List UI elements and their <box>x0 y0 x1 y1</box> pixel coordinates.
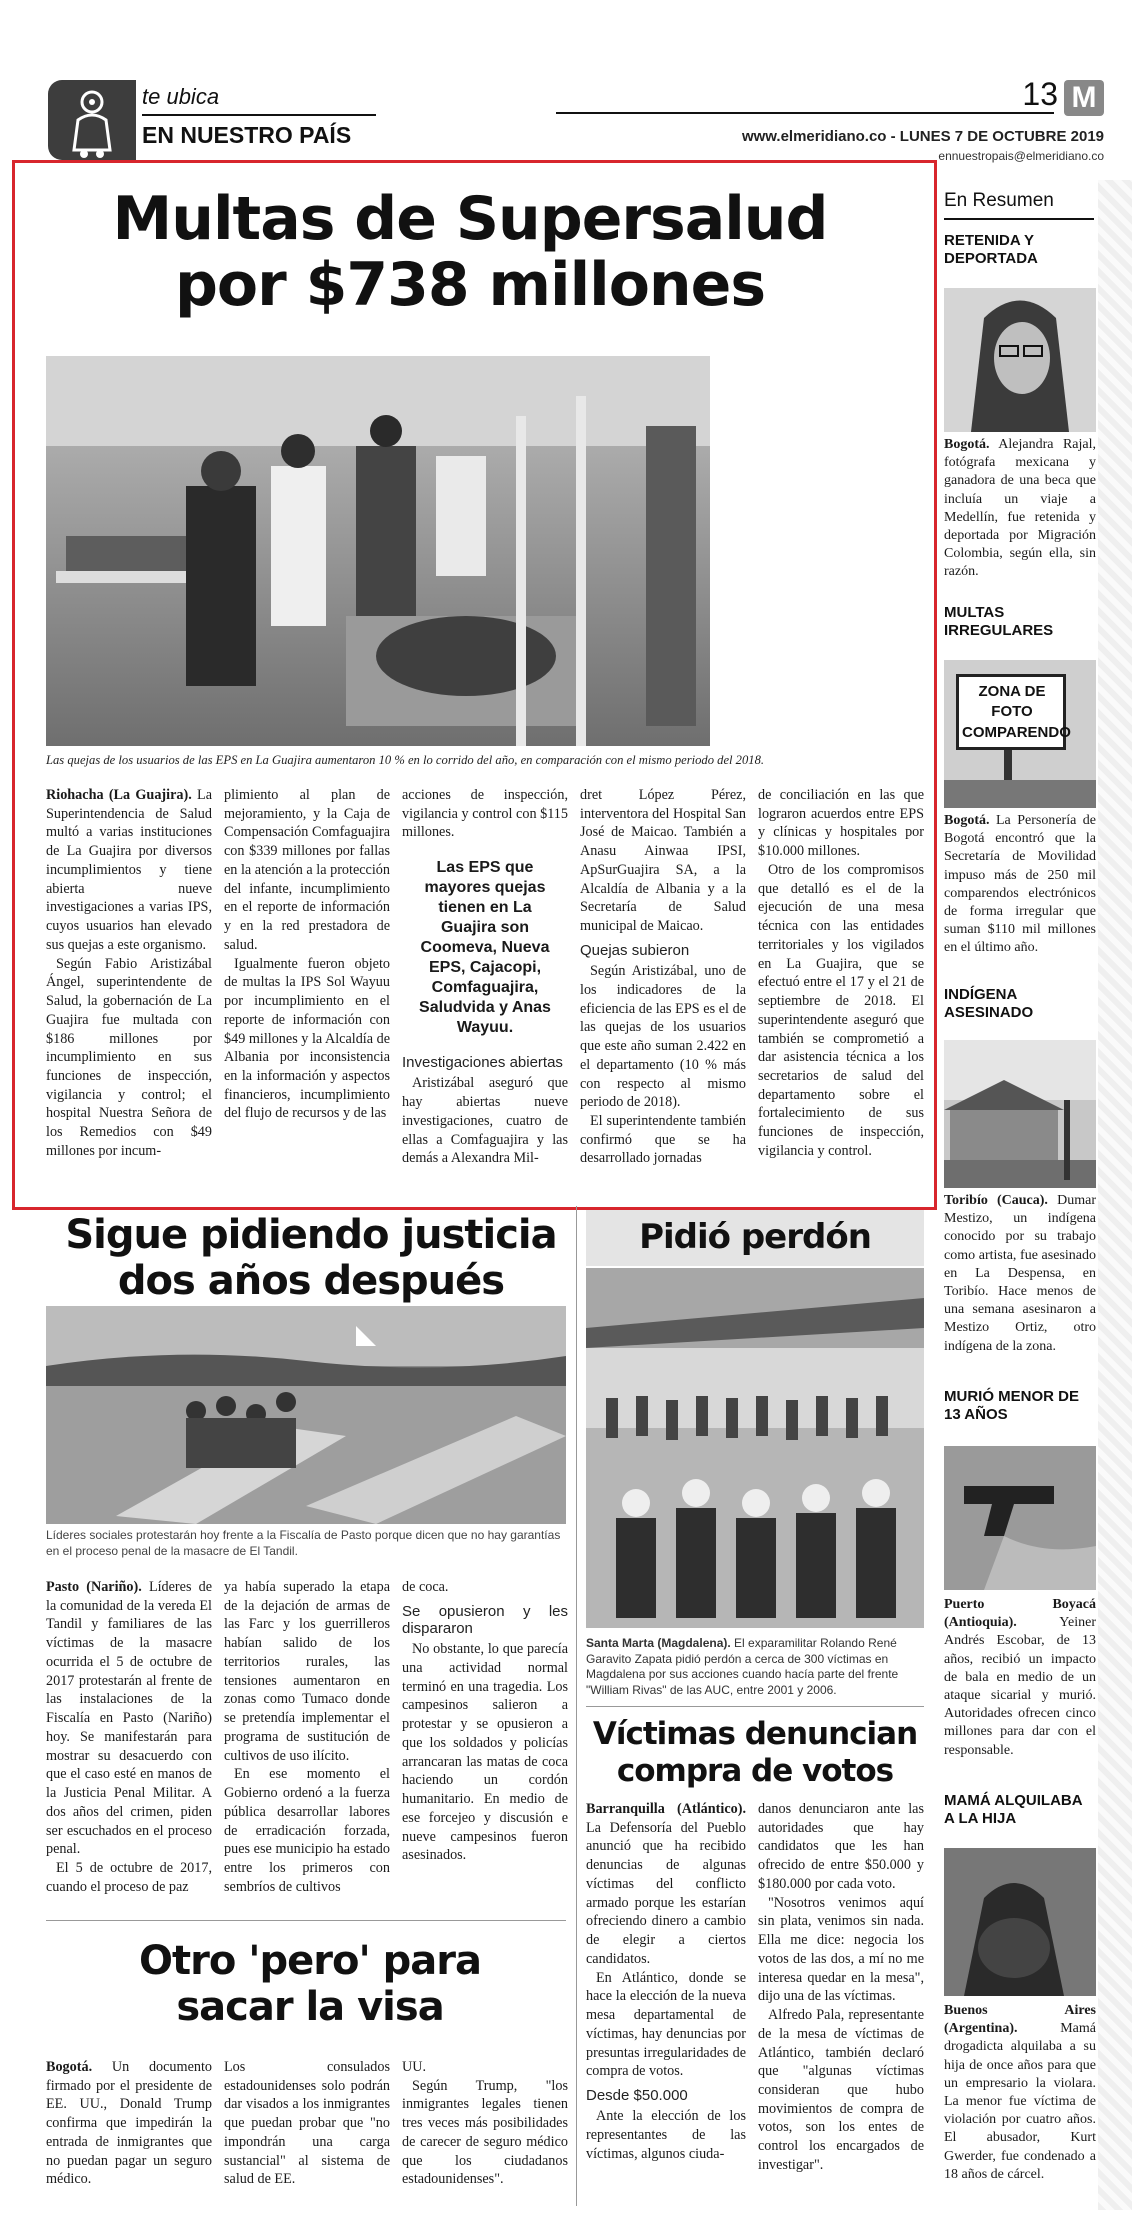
subhead-quejas: Quejas subieron <box>580 941 690 959</box>
sidebar-item-2-title: MULTAS IRREGULARES <box>944 604 1054 639</box>
sidebar-item-2-text: Bogotá. La Personería de Bogotá encontró que la Secretaría de Movilidad impuso más de 250 mil comparendos electrónicos de forma irregular que suman $110 mil millones en el último año. <box>944 813 1097 956</box>
story2-photo <box>46 1306 566 1524</box>
main-col-1: Riohacha (La Guajira). La Superintendencia de Salud multó a varias instituciones de La Guajira por diversos incumplimientos y tiene abierta nueve investigaciones a varias IPS, cuyos usuarios han elevado sus quejas a este organismo. Según Fabio Aristizábal Ángel, superintendente de Salud, la gobernación de La Guajira fue multada con $186 millones por incumplimiento en sus funciones de inspección, vigilancia y control; el hospital Nuestra Señora de los Remedios con $49 millones por incum- <box>46 787 212 1159</box>
story2-caption: Líderes sociales protestarán hoy frente a la Fiscalía de Pasto porque dicen que no hay garantías en el proceso penal de la masacre de El Tandil. <box>46 1528 561 1558</box>
subhead-investigaciones: Investigaciones abiertas <box>402 1054 563 1072</box>
newspaper-logo: M <box>1064 80 1104 116</box>
sidebar-photo-5 <box>944 1848 1096 1996</box>
subhead-opusieron: Se opusieron y les dispararon <box>402 1602 568 1637</box>
story3-headline: Otro 'pero' para sacar la visa <box>139 1938 481 2030</box>
story3-col-2: Los consulados estadounidenses solo podrán dar visados a los inmigrantes que puedan probar que "no impondrán una carga sustancial" al sistema de salud de EE. <box>224 2059 390 2188</box>
story4-caption: Santa Marta (Magdalena). El exparamilitar Rolando René Garavito Zapata pidió perdón a cerca de 300 víctimas en Magdalena por sus acciones cuando hacía parte del frente "William Rivas" de las AUC, entre 2001 y 2006. <box>586 1636 899 1697</box>
story2-headline: Sigue pidiendo justicia dos años después <box>65 1212 557 1304</box>
main-col-3: acciones de inspección, vigilancia y control con $115 millones. Las EPS que mayores quejas tienen en La Guajira son Coomeva, Nueva EPS, Cajacopi, Comfaguajira, Saludvida y Anas Wayuu. Investigaciones abiertas Aristizábal aseguró que hay abiertas nueve investigaciones, cuatro de ellas a Comfaguajira y las demás a Alexandra Mil- <box>402 787 568 1167</box>
map-pin-icon <box>48 80 136 160</box>
story2-col-2: ya había superado la etapa de la dejación de armas de las Farc y los guerrilleros habían salido de los territorios rurales, las tensiones aumentaron en zonas como Tumaco donde se pretendía implementar el programa de sustitución de cultivos de uso ilícito. En ese momento el Gobierno ordenó a la fuerza pública desarrollar labores de erradicación forzada, pues ese municipio ha estado entre los primeros con sembríos de cultivos <box>224 1579 390 1895</box>
story5-col-2: danos denunciaron ante las autoridades que hay candidatos que les han ofrecido de entre $50.000 y $180.000 por cada voto. "Nosotros venimos aquí sin plata, venimos sin nada. Ella me dice: negocia los votos de las dos, a mí no me interesa quedar en la mesa", dijo una de las víctimas. Alfredo Pala, representante de la mesa de víctimas de Atlántico, también declaró que "algunas víctimas consideran que hubo movimientos de compra de votos, son los entes de control los encargados de investigar". <box>758 1801 924 2173</box>
story5-col-1: Barranquilla (Atlántico). La Defensoría del Pueblo anunció que ha recibido denuncias de algunas víctimas del conflicto armado porque les estarían ofreciendo dinero a cambio de elegir a ciertos candidatos. En Atlántico, donde se hace la elección de la nueva mesa departamental de víctimas, hay denuncias por presuntas irregularidades de compra de votos. Desde $50.000 Ante la elección de los representantes de las víctimas, algunos ciuda- <box>586 1801 746 2162</box>
story2-col-3: de coca. Se opusieron y les dispararon No obstante, lo que parecía una actividad normal terminó en una tragedia. Los campesinos salieron a protestar y se opusieron a que los soldados y policías arrancaran las matas de coca haciendo un cordón humanitario. En medio de ese forcejeo y discusión e nueve campesinos fueron asesinados. <box>402 1579 568 1864</box>
main-headline: Multas de Supersalud por $738 millones <box>112 184 828 320</box>
story2-col-1: Pasto (Nariño). Líderes de la comunidad de la vereda El Tandil y familiares de las víctimas de la masacre ocurrida el 5 de octubre de 2017 protestarán al frente de las instalaciones de la Fiscalía en Pasto (Nariño) hoy. Se manifestarán para mostrar su desacuerdo con que el caso esté en manos de la Justicia Penal Militar. A dos años del crimen, piden ser escuchados en el proceso penal. El 5 de octubre de 2017, cuando el proceso de paz <box>46 1579 212 1895</box>
page-number: 13 <box>1022 76 1058 112</box>
sidebar-photo-3 <box>944 1040 1096 1188</box>
sidebar-item-5-title: MAMÁ ALQUILABA A LA HIJA <box>944 1792 1083 1827</box>
sign-text: ZONA DE FOTO COMPARENDO <box>962 683 1071 741</box>
main-col-5: de conciliación en las que lograron acuerdos entre EPS y clínicas y hospitales por $10.000 millones. Otro de los compromisos que detalló es el de la ejecución de una mesa técnica con las entidades territoriales y los vigilados en La Guajira, que se efectuó entre el 17 y el 21 de septiembre de 2018. El superintendente aseguró que también se comprometió a dar asistencia técnica a los secretarios de salud del departamento sobre el fortalecimiento de sus funciones de inspección, vigilancia y control. <box>758 787 924 1159</box>
story3-col-1: Bogotá. Un documento firmado por el presidente de EE. UU., Donald Trump confirma que impedirán la entrada de inmigrantes que no puedan pagar un seguro médico. <box>46 2059 212 2188</box>
sidebar-photo-2 <box>944 660 1096 808</box>
section-email[interactable]: ennuestropais@elmeridiano.co <box>938 149 1104 163</box>
main-caption: Las quejas de los usuarios de las EPS en La Guajira aumentaron 10 % en lo corrido del año, en comparación con el mismo periodo del 2018. <box>46 753 765 767</box>
sidebar-title: En Resumen <box>944 190 1054 211</box>
main-photo <box>46 356 710 746</box>
sidebar-item-5-text: Buenos Aires (Argentina). Mamá drogadicta alquilaba a su hija de once años para que un empresario la violara. La menor fue víctima de violación por cuatro años. El abusador, Kurt Gwerder, fue condenado a 18 años de cárcel. <box>944 2003 1096 2182</box>
section-small-label: te ubica <box>142 84 220 109</box>
sidebar-item-4-text: Puerto Boyacá (Antioquia). Yeiner Andrés Escobar, de 13 años, recibió un impacto de bala en medio de un ataque sicarial y murió. Autoridades ofrecen cinco millones para dar con el responsable. <box>944 1597 1096 1758</box>
pull-quote: Las EPS que mayores quejas tienen en La Guajira son Coomeva, Nueva EPS, Cajacopi, Comfaguajira, Saludvida y Anas Wayuu. <box>419 859 551 1037</box>
main-col-2: plimiento al plan de mejoramiento, y la Caja de Compensación Comfaguajira con $339 millones por fallas en la atención a la protección del infante, incumplimiento en el reporte de información y en la red prestadora de salud. Igualmente fueron objeto de multas la IPS Sol Wayuu por incumplimiento en el reporte de información con $49 millones y la Alcaldía de Albania por inconsistencia en la información y aspectos financieros, incumplimiento del flujo de recursos y de las <box>224 787 390 1122</box>
date-line: www.elmeridiano.co - LUNES 7 DE OCTUBRE 2019 <box>741 128 1104 145</box>
section-big-label: EN NUESTRO PAÍS <box>142 122 352 148</box>
story4-headline: Pidió perdón <box>639 1217 871 1257</box>
sidebar-pattern <box>1098 180 1132 2210</box>
sidebar-item-4-title: MURIÓ MENOR DE 13 AÑOS <box>944 1388 1079 1423</box>
story3-col-3: UU. Según Trump, "los inmigrantes legales tienen tres veces más posibilidades de carecer de seguro médico que los ciudadanos estadounidenses". <box>402 2059 568 2188</box>
sidebar-photo-1 <box>944 288 1096 432</box>
story4-photo <box>586 1268 924 1628</box>
sidebar-item-3-text: Toribío (Cauca). Dumar Mestizo, un indígena conocido por su trabajo como artista, fue asesinado en La Despensa, en Toribío. Hace menos de una semana asesinaron a Mestizo Ortiz, otro indígena de la zona. <box>944 1193 1096 1354</box>
subhead-desde: Desde $50.000 <box>586 2087 688 2105</box>
section-icon <box>48 80 136 160</box>
sidebar-item-3-title: INDÍGENA ASESINADO <box>944 986 1034 1021</box>
sidebar-photo-4 <box>944 1446 1096 1590</box>
main-col-4: dret López Pérez, interventora del Hospital San José de Maicao. También a Anasu Ainwaa IPSI, ApSurGuajira SA, a la Alcaldía de Albania y a la Secretaría de Salud municipal de Maicao. Quejas subieron Según Aristizábal, uno de los indicadores de la eficiencia de las EPS es el de las quejas de los usuarios que este año suman 2.422 en el departamento (10 % más con respecto al mismo periodo de 2018). El superintendente también confirmó que se ha desarrollado jornadas <box>580 787 746 1167</box>
sidebar-item-1-title: RETENIDA Y DEPORTADA <box>944 232 1038 267</box>
sidebar-item-1-text: Bogotá. Alejandra Rajal, fotógrafa mexicana y ganadora de una beca que incluía un viaje a Medellín, fue retenida y deportada por Migración Colombia, según ella, sin razón. <box>944 437 1096 580</box>
story5-headline: Víctimas denuncian compra de votos <box>592 1716 918 1789</box>
